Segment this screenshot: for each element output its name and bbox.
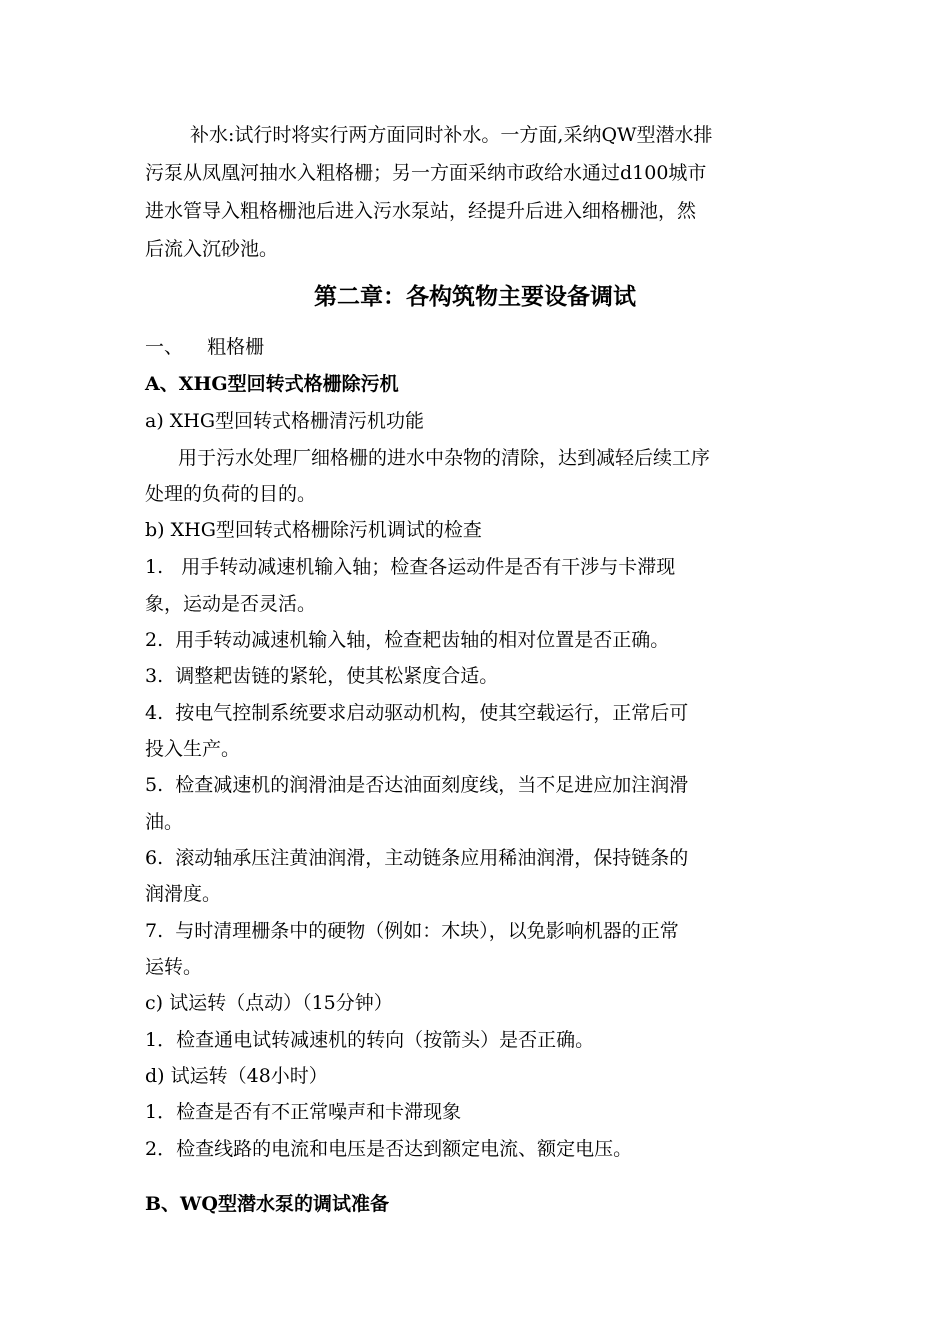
b-item-line: 润滑度。 [145,883,222,905]
b-item-line: 投入生产。 [145,738,241,760]
a-body-line-2: 处理的负荷的目的。 [145,483,317,505]
d-item-line: 1．检查是否有不正常噪声和卡滞现象 [145,1101,462,1123]
b-item-line: 2. 用手转动减速机输入轴，检查耙齿轴的相对位置是否正确。 [145,629,670,651]
subsection-d-title: d) 试运转（48小时） [145,1065,328,1087]
subsection-b-title: b) XHG型回转式格栅除污机调试的检查 [145,519,482,541]
intro-line-3: 进水管导入粗格栅池后进入污水泵站，经提升后进入细格栅池，然 [145,200,697,222]
subsection-c-title: c) 试运转（点动）（15分钟） [145,992,393,1014]
chapter-title: 第二章：各构筑物主要设备调试 [314,283,636,310]
a-body-line-1: 用于污水处理厂细格栅的进水中杂物的清除，达到减轻后续工序 [178,447,711,469]
b-item-line: 象，运动是否灵活。 [145,593,317,615]
b-item-line: 1. 用手转动减速机输入轴；检查各运动件是否有干涉与卡滞现 [145,556,676,578]
c-item-line: 1．检查通电试转减速机的转向（按箭头）是否正确。 [145,1029,595,1051]
intro-line-4: 后流入沉砂池。 [145,238,279,260]
part-b-heading: B、WQ型潜水泵的调试准备 [145,1193,389,1215]
d-item-line: 2．检查线路的电流和电压是否达到额定电流、额定电压。 [145,1138,633,1160]
b-item-line: 油。 [145,811,184,833]
b-item-line: 6. 滚动轴承压注黄油润滑，主动链条应用稀油润滑，保持链条的 [145,847,689,869]
b-item-line: 4. 按电气控制系统要求启动驱动机构，使其空载运行，正常后可 [145,702,689,724]
b-item-line: 运转。 [145,956,203,978]
b-item-line: 5. 检查减速机的润滑油是否达油面刻度线，当不足进应加注润滑 [145,774,689,796]
section-heading: 一、 粗格栅 [145,336,265,358]
b-item-line: 7. 与时清理栅条中的硬物（例如：木块），以免影响机器的正常 [145,920,679,942]
intro-line-2: 污泵从凤凰河抽水入粗格栅；另一方面采纳市政给水通过d100城市 [145,162,707,184]
intro-line-1: 补水:试行时将实行两方面同时补水。一方面,采纳QW型潜水排 [190,124,713,146]
subsection-a-title: a) XHG型回转式格栅清污机功能 [145,410,425,432]
part-a-heading: A、XHG型回转式格栅除污机 [145,373,399,395]
b-item-line: 3. 调整耙齿链的紧轮，使其松紧度合适。 [145,665,499,687]
